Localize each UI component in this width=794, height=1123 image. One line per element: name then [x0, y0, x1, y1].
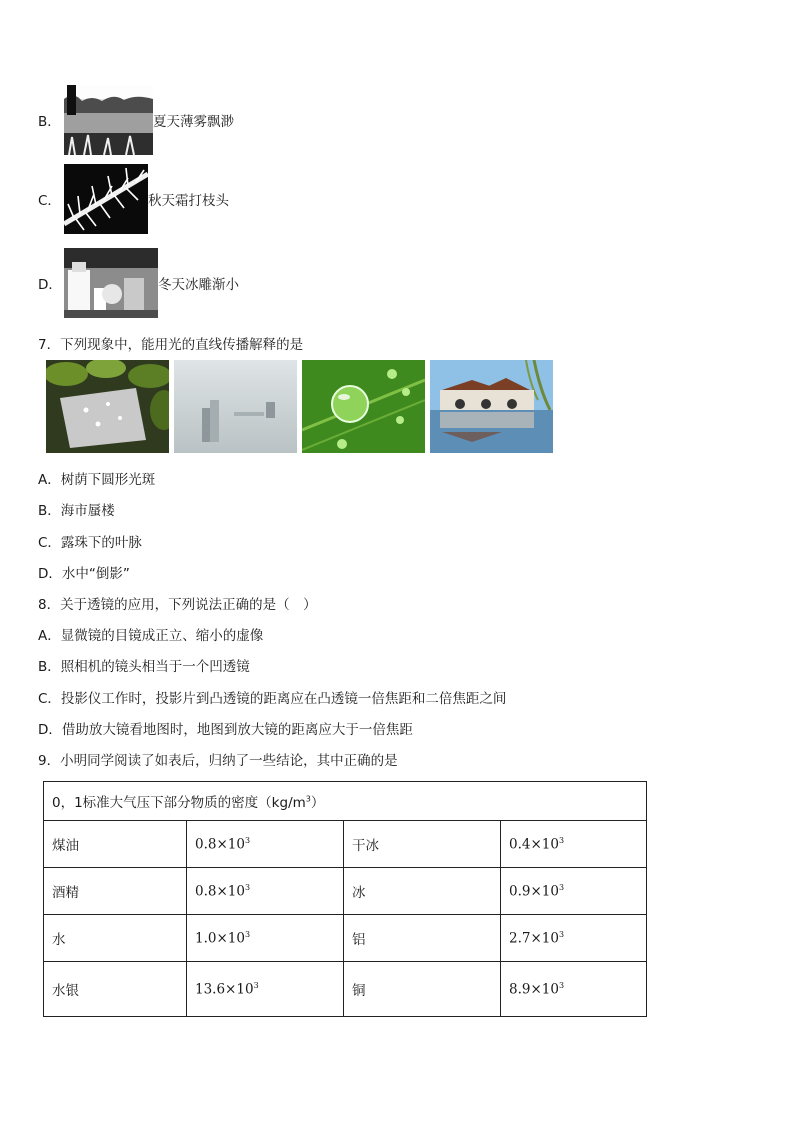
q6-option-d: [38, 248, 239, 318]
q6-option-b: [38, 85, 234, 155]
q8-option-b: B．照相机的镜头相当于一个凹透镜: [38, 659, 250, 675]
option-text: 夏天薄雾飘渺: [153, 114, 234, 130]
substance-cell: 干冰: [344, 821, 501, 868]
density-cell: $2.7\times 10^3$: [501, 915, 647, 962]
table-row: [44, 962, 647, 1017]
substance-cell: 铝: [344, 915, 501, 962]
table-title-row: [44, 782, 647, 821]
density-cell: $0.8\times 10^3$: [187, 821, 344, 868]
table-title: 0，1标准大气压下部分物质的密度$(kg/m^3)$: [44, 782, 647, 821]
substance-cell: 煤油: [44, 821, 187, 868]
table-row: [44, 915, 647, 962]
q7-option-d: D．水中“倒影”: [38, 566, 130, 582]
ice-sculpture-photo: [64, 248, 158, 318]
density-cell: $0.4\times 10^3$: [501, 821, 647, 868]
dewdrop-leaf-photo: [302, 360, 425, 453]
substance-cell: 冰: [344, 868, 501, 915]
option-letter: B．: [38, 114, 61, 130]
frost-branch-photo: [64, 164, 148, 234]
option-text: 秋天霜打枝头: [148, 193, 229, 209]
table-row: [44, 868, 647, 915]
mirage-city-photo: [174, 360, 297, 453]
leaf-shadow-photo: [46, 360, 169, 453]
density-cell: $13.6\times 10^3$: [187, 962, 344, 1017]
pavilion-reflection-photo: [430, 360, 553, 453]
question-7-stem: 7．下列现象中，能用光的直线传播解释的是: [38, 337, 304, 353]
density-cell: $0.8\times 10^3$: [187, 868, 344, 915]
q7-option-a: A．树荫下圆形光斑: [38, 472, 156, 488]
table-row: [44, 821, 647, 868]
option-text: 冬天冰雕渐小: [158, 277, 239, 293]
density-cell: $0.9\times 10^3$: [501, 868, 647, 915]
question-9-stem: 9．小明同学阅读了如表后，归纳了一些结论，其中正确的是: [38, 753, 398, 769]
substance-cell: 水银: [44, 962, 187, 1017]
option-letter: D．: [38, 277, 62, 293]
density-table: [43, 781, 647, 1017]
q6-option-c: [38, 164, 229, 234]
q7-option-b: B．海市蜃楼: [38, 503, 115, 519]
question-8-stem: 8．关于透镜的应用，下列说法正确的是（ ）: [38, 597, 317, 613]
substance-cell: 酒精: [44, 868, 187, 915]
misty-lake-photo: [64, 85, 153, 155]
substance-cell: 铜: [344, 962, 501, 1017]
question-7-image-strip: [46, 360, 553, 453]
density-cell: $8.9\times 10^3$: [501, 962, 647, 1017]
q8-option-d: D．借助放大镜看地图时，地图到放大镜的距离应大于一倍焦距: [38, 722, 413, 738]
substance-cell: 水: [44, 915, 187, 962]
q7-option-c: C．露珠下的叶脉: [38, 535, 142, 551]
q8-option-a: A．显微镜的目镜成正立、缩小的虚像: [38, 628, 264, 644]
q8-option-c: C．投影仪工作时，投影片到凸透镜的距离应在凸透镜一倍焦距和二倍焦距之间: [38, 691, 507, 707]
density-cell: $1.0\times 10^3$: [187, 915, 344, 962]
option-letter: C．: [38, 193, 61, 209]
